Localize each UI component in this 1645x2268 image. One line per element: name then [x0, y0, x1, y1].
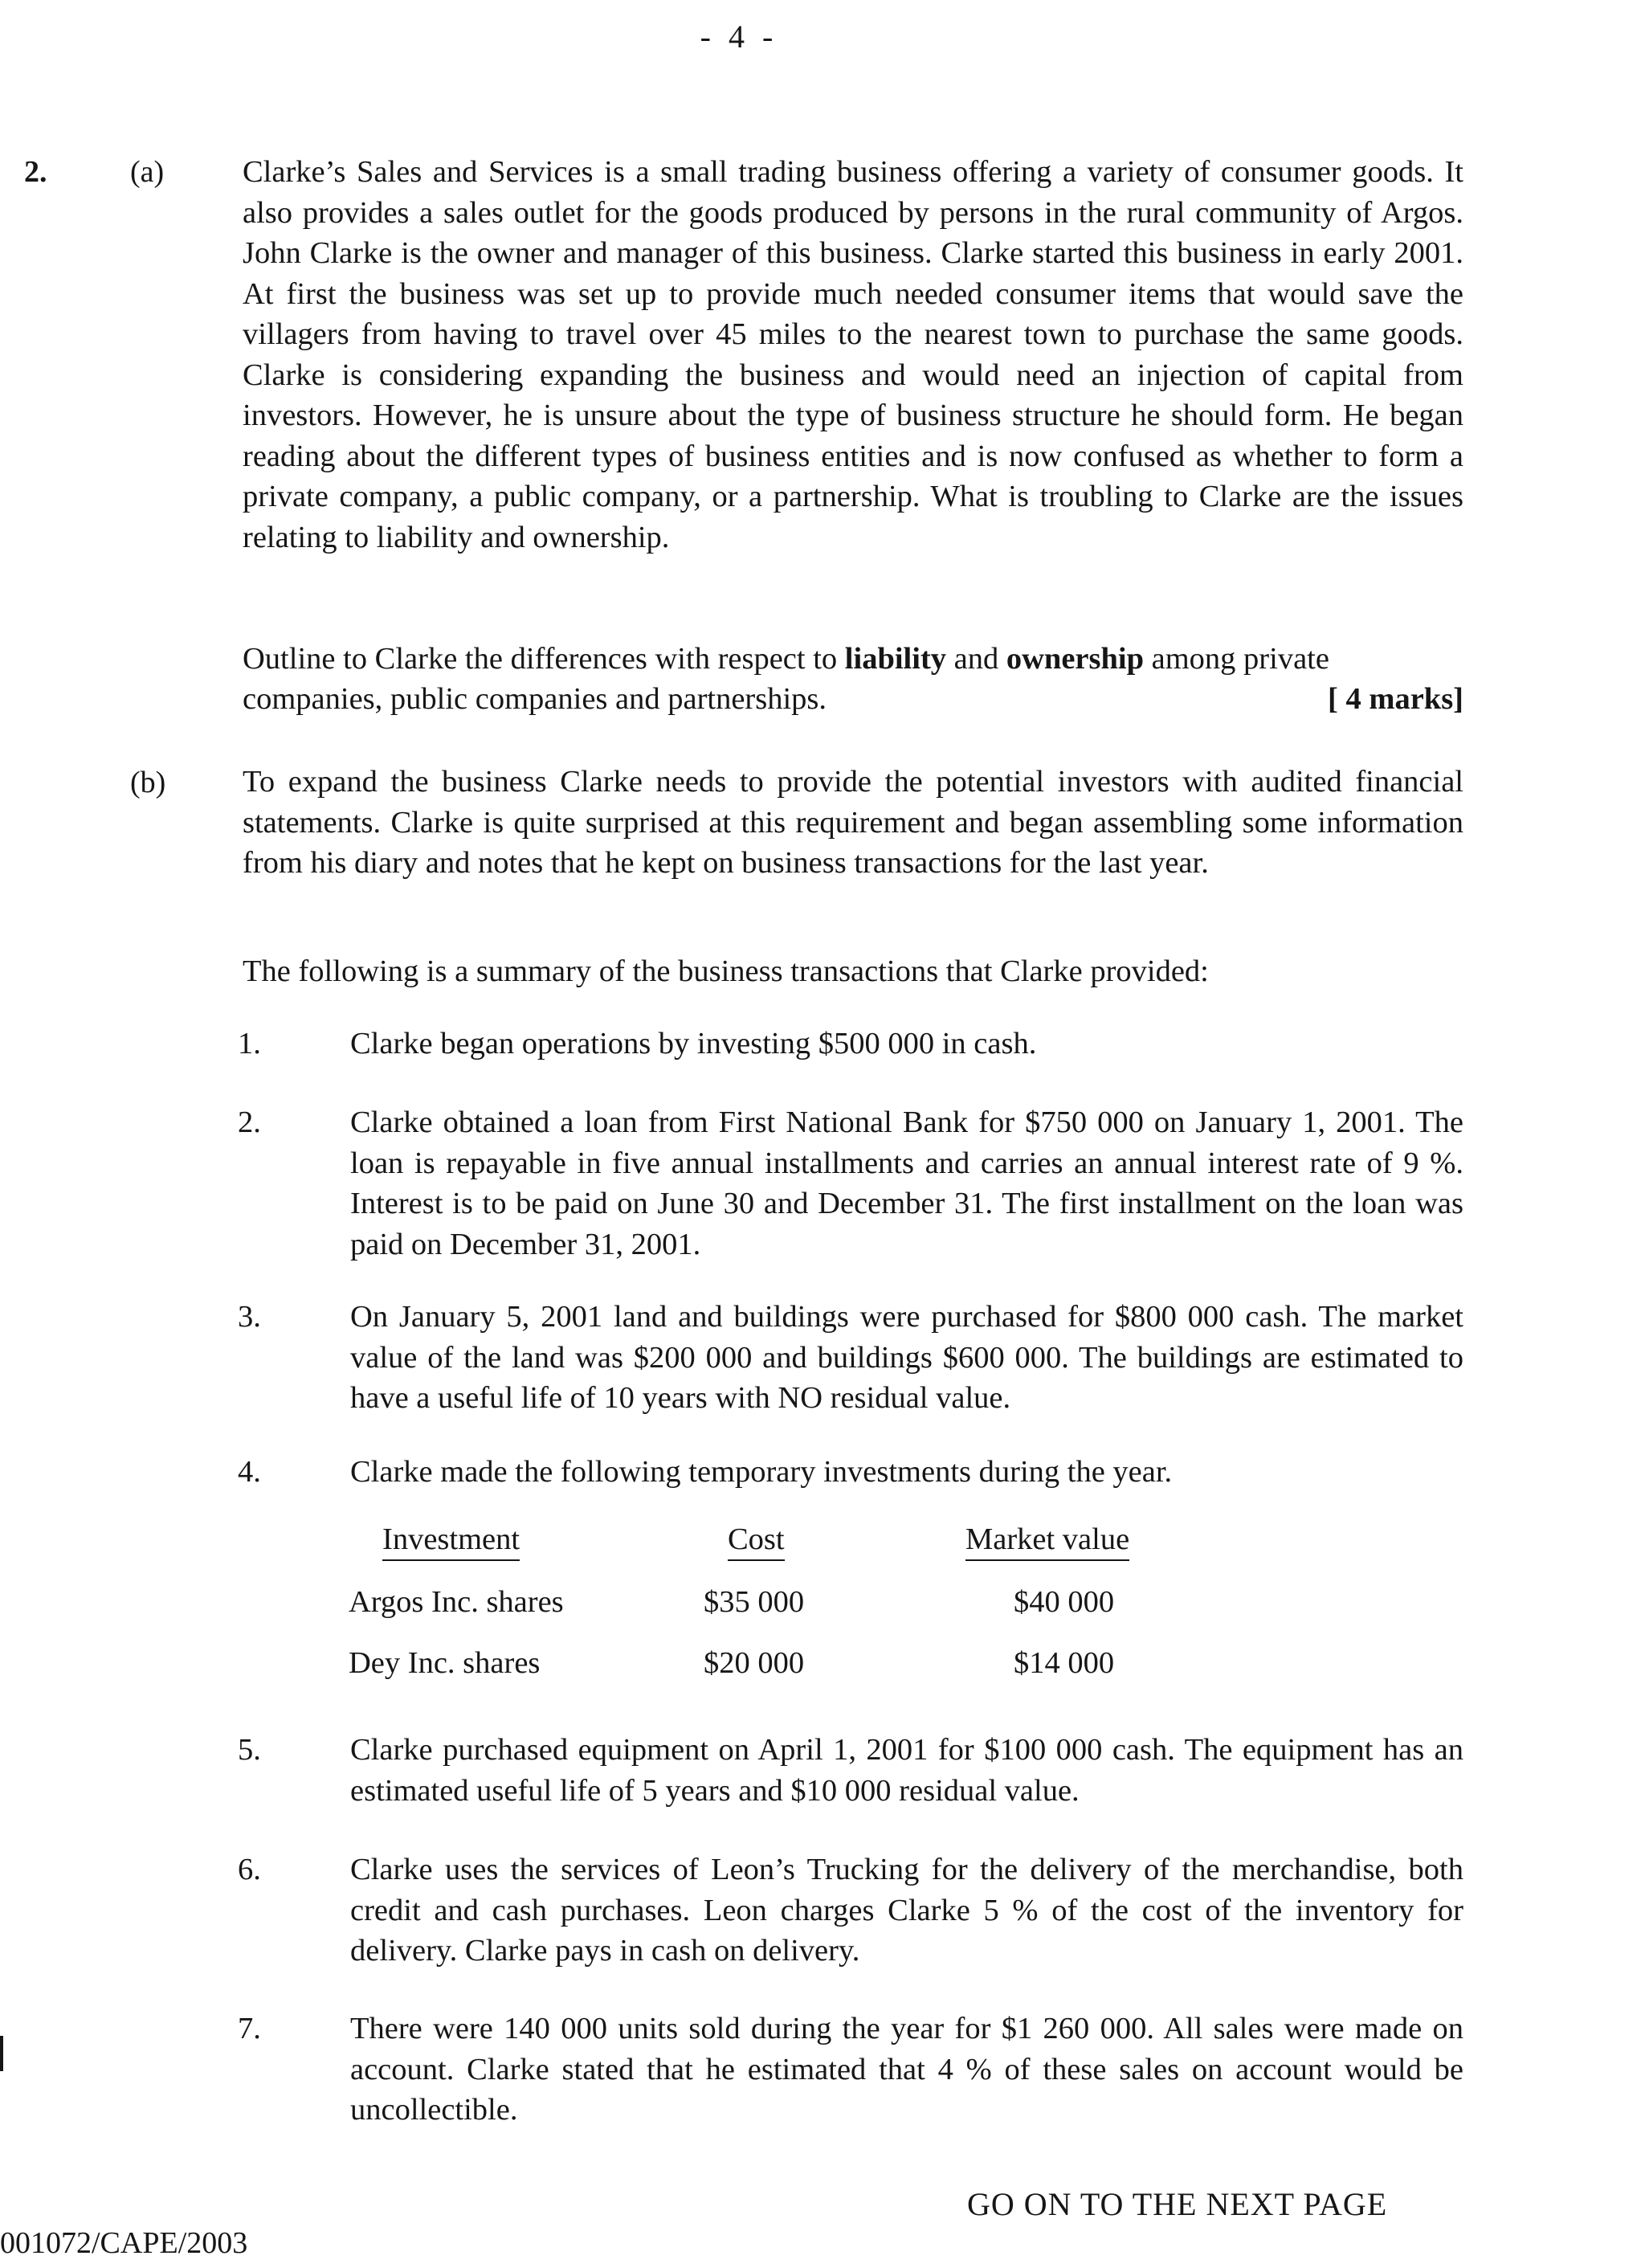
part-a-task — [243, 639, 1463, 680]
cost-cell: $35 000 — [704, 1585, 805, 1619]
table-row — [349, 1571, 1255, 1633]
item-6-number: 6. — [238, 1853, 261, 1886]
paper-code: 001072/CAPE/2003 — [0, 2226, 248, 2260]
item-7-text: There were 140 000 units sold during the year for $1 260 000. All sales were made on account. Clarke stated that he estimated that 4 % of these sales on account would be uncollectible. — [350, 2012, 1463, 2127]
table-row — [349, 1633, 1255, 1694]
task-text: Outline to Clarke the differences with respect to — [243, 642, 845, 676]
item-2-text: Clarke obtained a loan from First National Bank for $750 000 on January 1, 2001. The loan is repayable in five annual installments and carries an annual interest rate of 9 %. Interest is to be paid on June 30 and December 31. The first installment on the loan was paid on December 31, 2001. — [350, 1105, 1463, 1261]
task-ownership: ownership — [1006, 642, 1145, 676]
question-number: 2. — [24, 155, 47, 189]
task-liability: liability — [844, 642, 947, 676]
page-number: - 4 - — [700, 18, 778, 55]
task-and: and — [946, 642, 1006, 676]
task-line2: companies, public companies and partnerships. — [243, 682, 827, 716]
item-5-number: 5. — [238, 1733, 261, 1767]
edge-mark — [0, 2036, 3, 2071]
item-6-text: Clarke uses the services of Leon’s Trucking for the delivery of the merchandise, both credit and cash purchases. Leon charges Clarke 5 % of the cost of the inventory for delivery. Clarke pays in cash on delivery. — [350, 1853, 1463, 1968]
item-4-number: 4. — [238, 1455, 261, 1489]
market-value-cell: $40 000 — [1014, 1585, 1115, 1619]
item-4-text: Clarke made the following temporary investments during the year. — [350, 1455, 1173, 1489]
header-investment: Investment — [349, 1522, 704, 1571]
part-b-intro: To expand the business Clarke needs to provide the potential investors with audited financial statements. Clarke is quite surprised at this requirement and began assembling some information from his diary and notes that he kept on business transactions for the last year. — [243, 765, 1463, 880]
cost-cell: $20 000 — [704, 1646, 805, 1680]
part-b-summary-intro: The following is a summary of the business transactions that Clarke provided: — [243, 954, 1209, 988]
item-3-text: On January 5, 2001 land and buildings were purchased for $800 000 cash. The market value of the land was $200 000 and buildings $600 000. The buildings are estimated to have a useful life of 10 years with NO residual value. — [350, 1300, 1463, 1415]
investments-table — [349, 1522, 1255, 1694]
table-header-row — [349, 1522, 1255, 1571]
header-cost: Cost — [704, 1522, 965, 1571]
item-2-number: 2. — [238, 1105, 261, 1139]
marks-allocation: [ 4 marks] — [1328, 682, 1463, 716]
market-value-cell: $14 000 — [1014, 1646, 1115, 1680]
part-a-label: (a) — [130, 155, 165, 189]
part-a-scenario: Clarke’s Sales and Services is a small trading business offering a variety of consumer goods. It also provides a sales outlet for the goods produced by persons in the rural community of Argos. John Clarke is the owner and manager of this business. Clarke started this business in early 2001. At first the business was set up to provide much needed consumer items that would save the villagers from having to travel over 45 miles to the nearest town to purchase the same goods. Clarke is considering expanding the business and would need an injection of capital from investors. However, he is unsure about the type of business structure he should form. He began reading about the different types of business entities and is now confused as whether to form a private company, a public company, or a partnership. What is troubling to Clarke are the issues relating to liability and ownership. — [243, 155, 1463, 554]
item-3-number: 3. — [238, 1300, 261, 1334]
item-7-number: 7. — [238, 2012, 261, 2045]
item-1-number: 1. — [238, 1027, 261, 1060]
item-5-text: Clarke purchased equipment on April 1, 2001 for $100 000 cash. The equipment has an estimated useful life of 5 years and $10 000 residual value. — [350, 1733, 1463, 1808]
header-market-value: Market value — [965, 1522, 1255, 1571]
task-text-end: among private — [1144, 642, 1329, 676]
item-1-text: Clarke began operations by investing $500 000 in cash. — [350, 1027, 1037, 1060]
part-b-label: (b) — [130, 766, 166, 799]
go-on-to-next-page: GO ON TO THE NEXT PAGE — [967, 2186, 1388, 2222]
investment-cell: Dey Inc. shares — [349, 1646, 541, 1680]
part-a-task-line2 — [243, 679, 1463, 720]
investment-cell: Argos Inc. shares — [349, 1585, 564, 1619]
